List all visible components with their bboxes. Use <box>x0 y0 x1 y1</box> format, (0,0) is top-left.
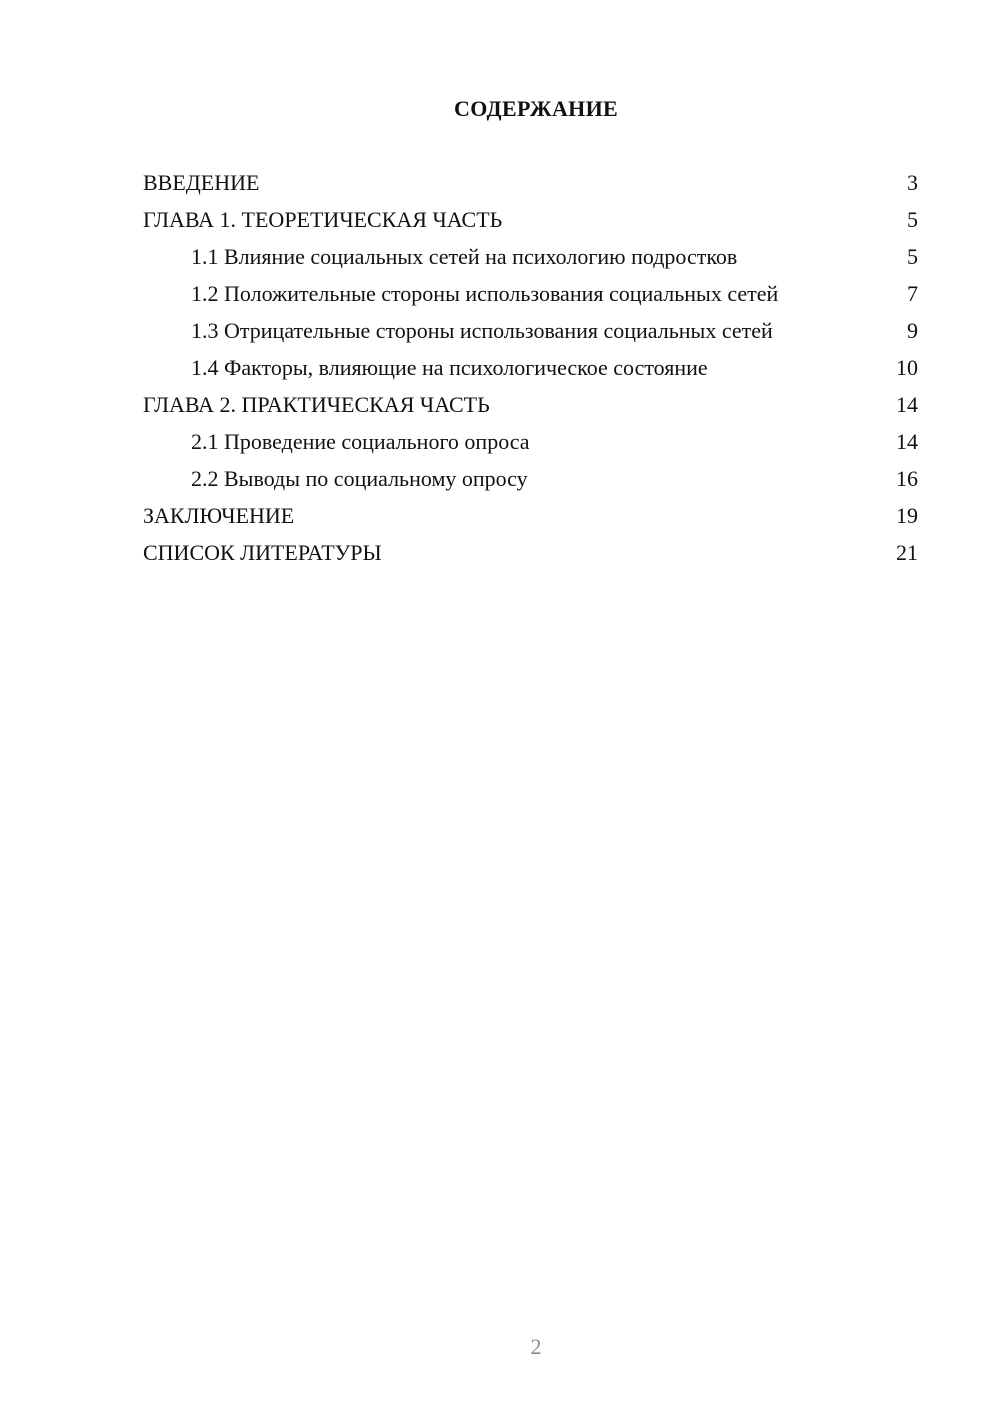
toc-entry-title: 2.2 Выводы по социальному опросу <box>191 466 528 491</box>
table-of-contents <box>143 170 918 577</box>
toc-entry-section-2-1 <box>143 429 918 455</box>
toc-entry-page: 9 <box>907 318 918 343</box>
toc-entry-introduction <box>143 170 918 196</box>
toc-entry-title: 1.2 Положительные стороны использования социальных сетей <box>191 281 779 306</box>
toc-entry-title: 2.1 Проведение социального опроса <box>191 429 530 454</box>
toc-entry-page: 7 <box>907 281 918 306</box>
toc-entry-title: 1.4 Факторы, влияющие на психологическое состояние <box>191 355 708 380</box>
toc-entry-page: 14 <box>896 429 918 454</box>
toc-entry-page: 5 <box>907 207 918 232</box>
toc-entry-page: 19 <box>896 503 918 528</box>
toc-entry-section-1-3 <box>143 318 918 344</box>
page-title: СОДЕРЖАНИЕ <box>454 96 618 121</box>
toc-entry-page: 3 <box>907 170 918 195</box>
toc-entry-page: 16 <box>896 466 918 491</box>
toc-entry-section-1-2 <box>143 281 918 307</box>
toc-entry-page: 21 <box>896 540 918 565</box>
toc-entry-chapter-2 <box>143 392 918 418</box>
toc-entry-section-1-4 <box>143 355 918 381</box>
toc-entry-chapter-1 <box>143 207 918 233</box>
toc-entry-references <box>143 540 918 566</box>
toc-entry-title: ГЛАВА 1. ТЕОРЕТИЧЕСКАЯ ЧАСТЬ <box>143 207 503 232</box>
toc-entry-page: 10 <box>896 355 918 380</box>
toc-entry-title: 1.1 Влияние социальных сетей на психологию подростков <box>191 244 738 269</box>
toc-entry-title: 1.3 Отрицательные стороны использования социальных сетей <box>191 318 773 343</box>
toc-entry-page: 5 <box>907 244 918 269</box>
toc-entry-page: 14 <box>896 392 918 417</box>
toc-entry-title: ВВЕДЕНИЕ <box>143 170 260 195</box>
page-number: 2 <box>530 1334 542 1359</box>
toc-entry-section-1-1 <box>143 244 918 270</box>
toc-entry-title: ЗАКЛЮЧЕНИЕ <box>143 503 295 528</box>
toc-entry-section-2-2 <box>143 466 918 492</box>
toc-entry-title: СПИСОК ЛИТЕРАТУРЫ <box>143 540 382 565</box>
toc-entry-title: ГЛАВА 2. ПРАКТИЧЕСКАЯ ЧАСТЬ <box>143 392 490 417</box>
toc-entry-conclusion <box>143 503 918 529</box>
